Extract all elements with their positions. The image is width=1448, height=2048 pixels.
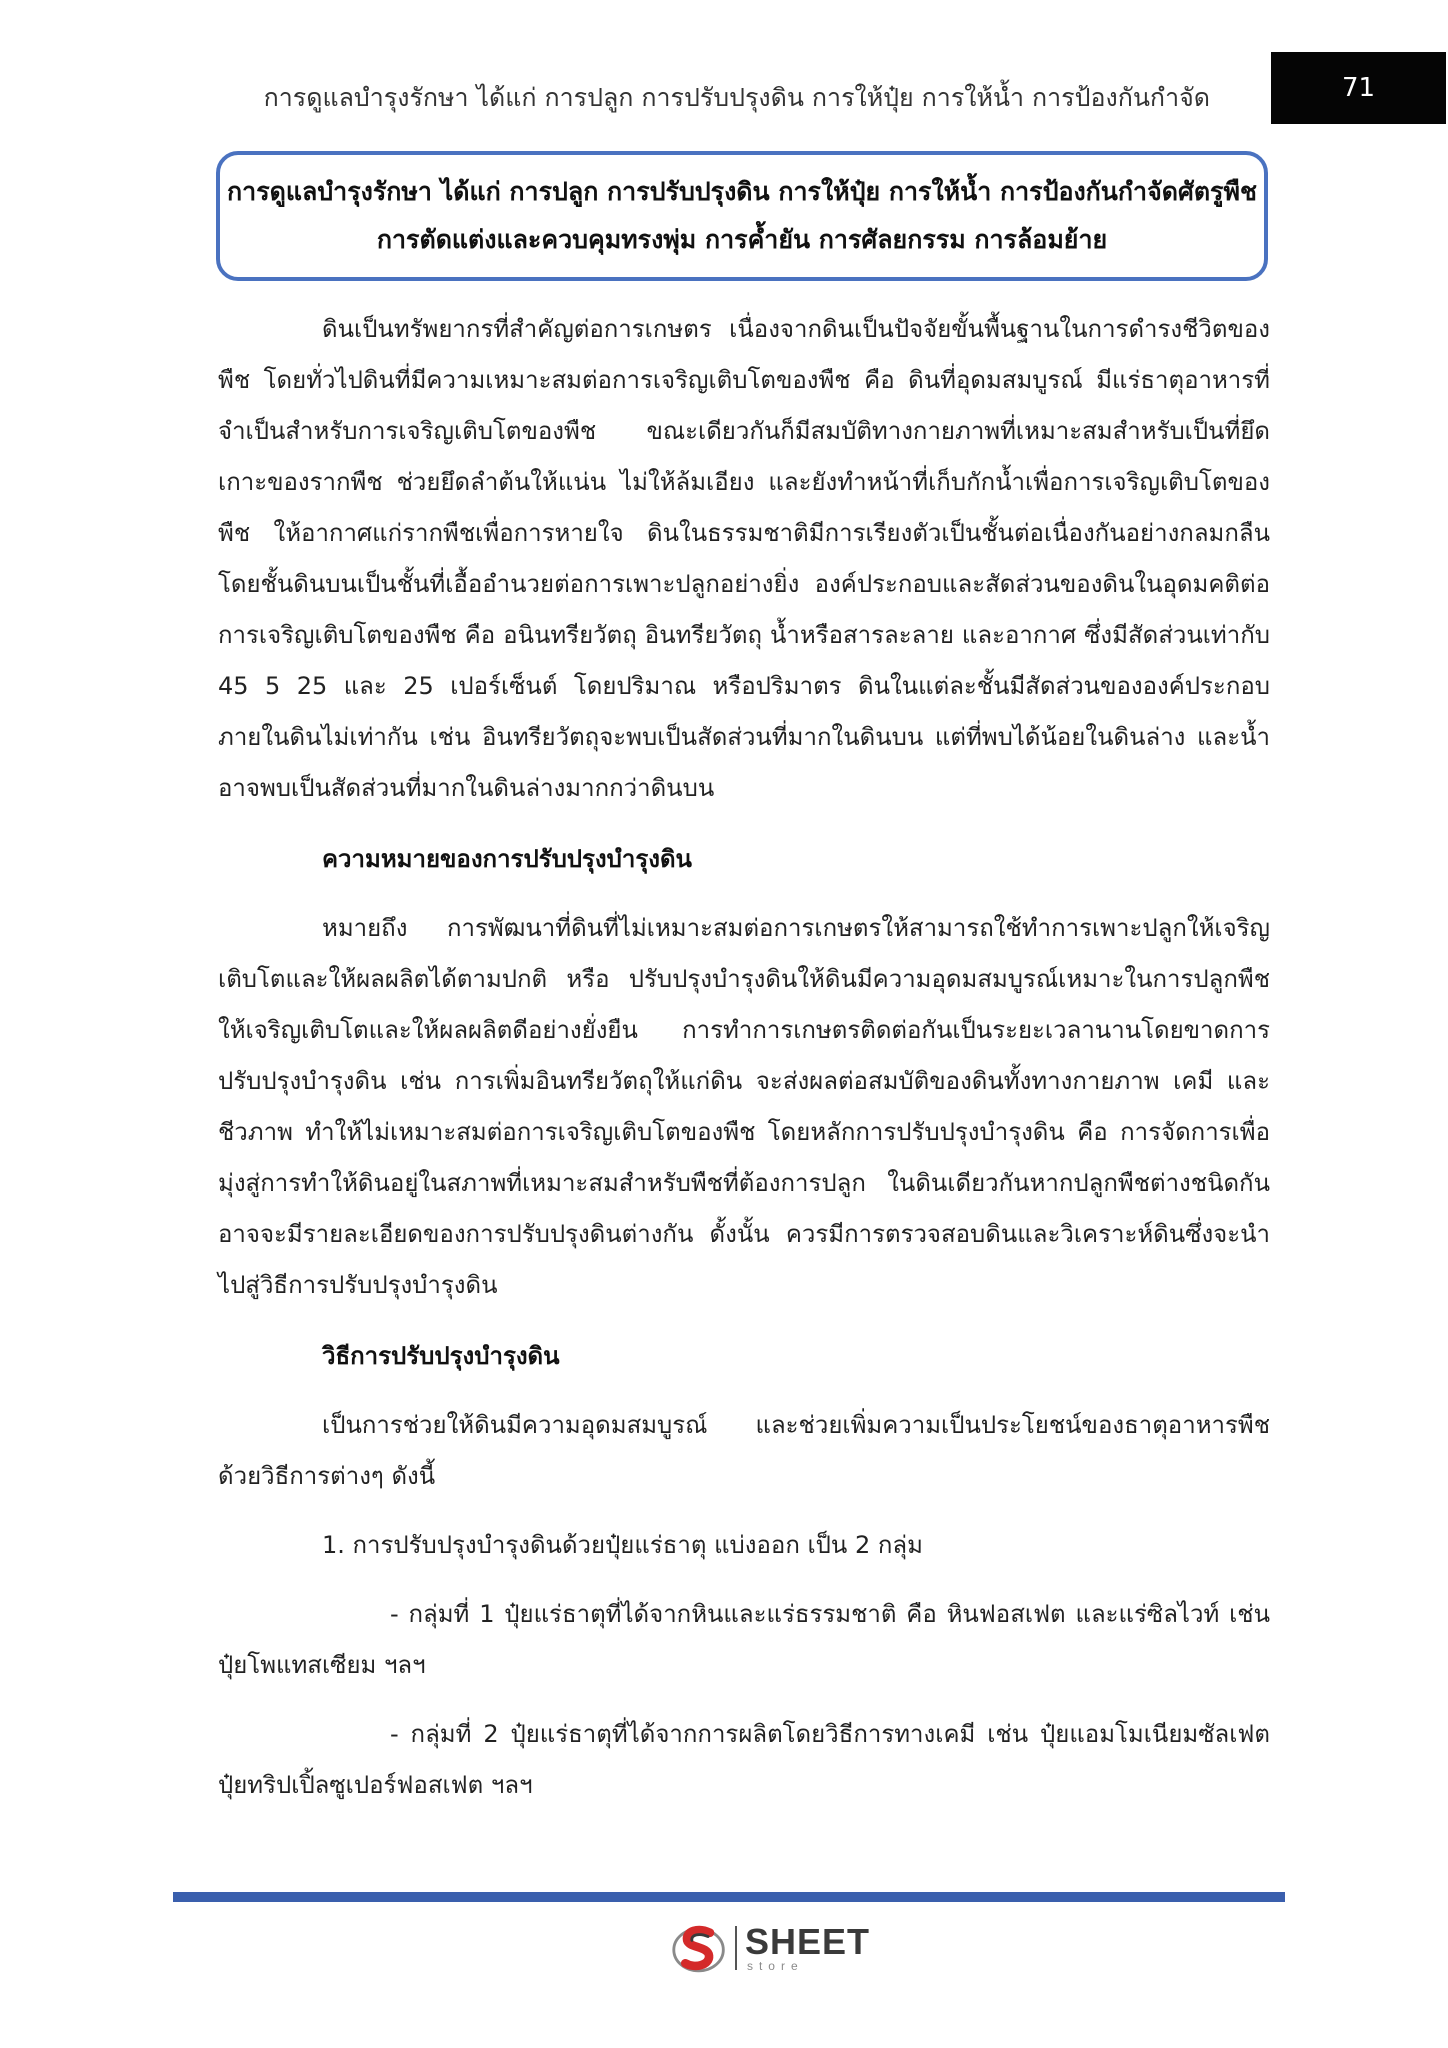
logo-subword: store (746, 1959, 804, 1973)
running-header: การดูแลบำรุงรักษา ได้แก่ การปลูก การปรับปรุงดิน การให้ปุ๋ย การให้น้ำ การป้องกันกำจัด (263, 83, 1210, 112)
title-line-1: การดูแลบำรุงรักษา ได้แก่ การปลูก การปรับปรุงดิน การให้ปุ๋ย การให้น้ำ การป้องกันกำจัดศัตรูพืช (227, 177, 1257, 206)
title-box (216, 151, 1268, 281)
sub-item-group-2: - กลุ่มที่ 2 ปุ๋ยแร่ธาตุที่ได้จากการผลิตโดยวิธีการทางเคมี เช่น ปุ๋ยแอมโมเนียมซัลเฟต ปุ๋ยทริปเปิ้ลซูเปอร์ฟอสเฟต ฯลฯ (218, 1720, 1270, 1799)
page-body (218, 304, 1270, 1811)
logo-text (744, 1921, 870, 1973)
methods-intro-paragraph: เป็นการช่วยให้ดินมีความอุดมสมบูรณ์ และช่วยเพิ่มความเป็นประโยชน์ของธาตุอาหารพืชด้วยวิธีการต่างๆ ดังนี้ (218, 1411, 1270, 1490)
page-number: 71 (1271, 52, 1446, 124)
section-heading-methods: วิธีการปรับปรุงบำรุงดิน (322, 1342, 560, 1370)
sheet-logo-icon (670, 1917, 727, 1979)
sub-item-group-1: - กลุ่มที่ 1 ปุ๋ยแร่ธาตุที่ได้จากหินและแร่ธรรมชาติ คือ หินฟอสเฟต และแร่ซิลไวท์ เช่น ปุ๋ยโพแทสเซียม ฯลฯ (218, 1600, 1270, 1679)
logo-word: SHEET (744, 1921, 870, 1962)
footer-rule (173, 1892, 1285, 1902)
meaning-paragraph: หมายถึง การพัฒนาที่ดินที่ไม่เหมาะสมต่อการเกษตรให้สามารถใช้ทำการเพาะปลูกให้เจริญเติบโตและให้ผลผลิตได้ตามปกติ หรือ ปรับปรุงบำรุงดินให้ดินมีความอุดมสมบูรณ์เหมาะในการปลูกพืชให้เจริญเติบโตและให้ผลผลิตดีอย่างยั่งยืน การทำการเกษตรติดต่อกันเป็นระยะเวลานานโดยขาดการปรับปรุงบำรุงดิน เช่น การเพิ่มอินทรียวัตถุให้แก่ดิน จะส่งผลต่อสมบัติของดินทั้งทางกายภาพ เคมี และชีวภาพ ทำให้ไม่เหมาะสมต่อการเจริญเติบโตของพืช โดยหลักการปรับปรุงบำรุงดิน คือ การจัดการเพื่อมุ่งสู่การทำให้ดินอยู่ในสภาพที่เหมาะสมสำหรับพืชที่ต้องการปลูก ในดินเดียวกันหากปลูกพืชต่างชนิดกันอาจจะมีรายละเอียดของการปรับปรุงดินต่างกัน ดั้งนั้น ควรมีการตรวจสอบดินและวิเคราะห์ดินซึ่งจะนำไปสู่วิธีการปรับปรุงบำรุงดิน (218, 914, 1270, 1299)
list-item-1: 1. การปรับปรุงบำรุงดินด้วยปุ๋ยแร่ธาตุ แบ่งออก เป็น 2 กลุ่ม (322, 1531, 923, 1559)
section-heading-meaning: ความหมายของการปรับปรุงบำรุงดิน (322, 845, 692, 873)
title-line-2: การตัดแต่งและควบคุมทรงพุ่ม การค้ำยัน การศัลยกรรม การล้อมย้าย (376, 225, 1108, 254)
intro-paragraph: ดินเป็นทรัพยากรที่สำคัญต่อการเกษตร เนื่องจากดินเป็นปัจจัยขั้นพื้นฐานในการดำรงชีวิตของพืช โดยทั่วไปดินที่มีความเหมาะสมต่อการเจริญเติบโตของพืช คือ ดินที่อุดมสมบูรณ์ มีแร่ธาตุอาหารที่จำเป็นสำหรับการเจริญเติบโตของพืช ขณะเดียวกันก็มีสมบัติทางกายภาพที่เหมาะสมสำหรับเป็นที่ยึดเกาะของรากพืช ช่วยยึดลำต้นให้แน่น ไม่ให้ล้มเอียง และยังทำหน้าที่เก็บกักน้ำเพื่อการเจริญเติบโตของพืช ให้อากาศแก่รากพืชเพื่อการหายใจ ดินในธรรมชาติมีการเรียงตัวเป็นชั้นต่อเนื่องกันอย่างกลมกลืน โดยชั้นดินบนเป็นชั้นที่เอื้ออำนวยต่อการเพาะปลูกอย่างยิ่ง องค์ประกอบและสัดส่วนของดินในอุดมคติต่อการเจริญเติบโตของพืช คือ อนินทรียวัตถุ อินทรียวัตถุ น้ำหรือสารละลาย และอากาศ ซึ่งมีสัดส่วนเท่ากับ 45 5 25 และ 25 เปอร์เซ็นต์ โดยปริมาณ หรือปริมาตร ดินในแต่ละชั้นมีสัดส่วนขององค์ประกอบภายในดินไม่เท่ากัน เช่น อินทรียวัตถุจะพบเป็นสัดส่วนที่มากในดินบน แต่ที่พบได้น้อยในดินล่าง และน้ำอาจพบเป็นสัดส่วนที่มากในดินล่างมากกว่าดินบน (218, 315, 1270, 802)
logo-separator (735, 1926, 737, 1970)
sheet-store-logo (670, 1918, 870, 1978)
